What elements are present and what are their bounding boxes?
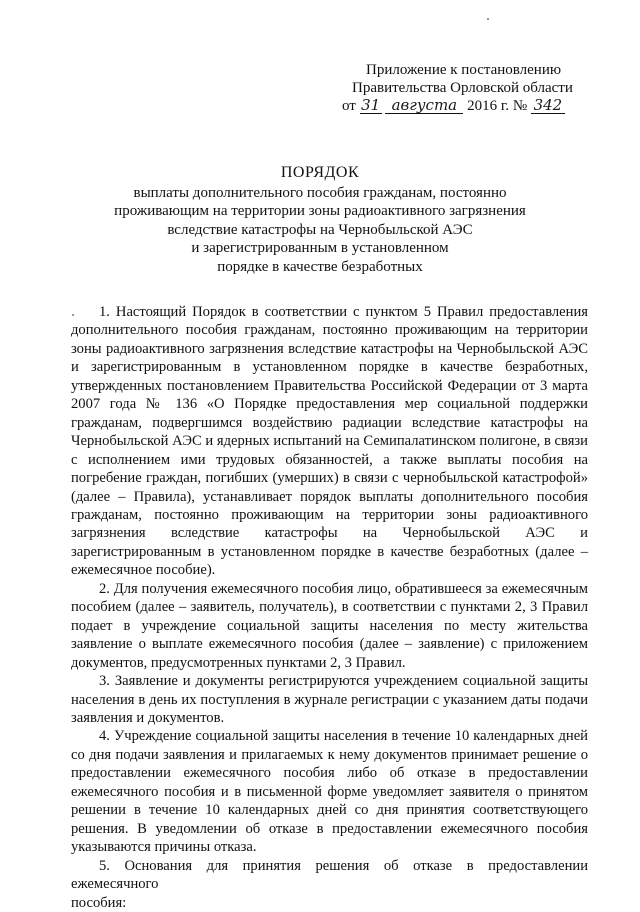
appendix-date-line bbox=[342, 97, 592, 115]
title-line: проживающим на территории зоны радиоактивного загрязнения bbox=[114, 203, 526, 219]
appendix-line-1: Приложение к постановлению bbox=[366, 62, 562, 78]
appendix-line-2: Правительства Орловской области bbox=[352, 80, 573, 96]
scan-speck bbox=[487, 18, 489, 20]
document-title bbox=[90, 164, 550, 276]
date-prefix: от bbox=[342, 98, 356, 114]
paragraph-5: 5. Основания для принятия решения об отказе в предоставлении ежемесячного bbox=[71, 857, 588, 893]
title-line: порядке в качестве безработных bbox=[217, 258, 423, 275]
title-line: и зарегистрированным в установленном bbox=[191, 240, 449, 256]
paragraph-4: 4. Учреждение социальной защиты населения в течение 10 календарных дней со дня подачи заявления и прилагаемых к нему документов принимает решение о предоставлении ежемесячного пособия либо об отказе в предоставлении ежемесячного пособия и в письменной форме уведомляет заявителя о принятом решении в течение 10 календарных дней со дня принятия соответствующего решения. В уведомлении об отказе в предоставлении ежемесячного пособия указываются причины отказа. bbox=[71, 728, 588, 856]
date-year-suffix: 2016 г. № bbox=[467, 98, 528, 114]
title-line: вследствие катастрофы на Чернобыльской АЭС bbox=[167, 221, 473, 238]
paragraph-1: 1. Настоящий Порядок в соответствии с пунктом 5 Правил предоставления дополнительного пособия гражданам, постоянно проживающим на территории зоны радиоактивного загрязнения вследствие катастрофы на Чернобыльской АЭС и зарегистрированным в установленном порядке в качестве безработных, утвержденных постановлением Правительства Российской Федерации от 3 марта 2007 года № 136 «О Порядке предоставления мер социальной поддержки гражданам, подвергшимся воздействию радиации вследствие катастрофы на Чернобыльской АЭС и ядерных испытаний на Семипалатинском полигоне, в связи с исполнением ими трудовых обязанностей, а также выплаты пособия на погребение граждан, погибших (умерших) в связи с чернобыльской катастрофой» (далее – Правила), устанавливает порядок выплаты дополнительного пособия гражданам, постоянно проживающим на территории зоны радиоактивного загрязнения вследствие катастрофы на Чернобыльской АЭС и зарегистрированным в установленном порядке в качестве безработных (далее – ежемесячное пособие). bbox=[71, 304, 588, 579]
appendix-header bbox=[342, 61, 592, 115]
handwritten-doc-number: 342 bbox=[531, 98, 565, 114]
paragraph-2: 2. Для получения ежемесячного пособия лицо, обратившееся за ежемесячным пособием (далее – заявитель, получатель), в соответствии с пунктами 2, 3 Правил подает в учреждение социальной защиты населения по месту жительства заявление о выплате ежемесячного пособия (далее – заявление) с приложением документов, предусмотренных пунктами 2, 3 Правил. bbox=[71, 580, 588, 671]
paragraph-3: 3. Заявление и документы регистрируются учреждением социальной защиты населения в день их поступления в журнале регистрации с указанием даты подачи заявления и документов. bbox=[71, 673, 588, 726]
title-line: выплаты дополнительного пособия гражданам, постоянно bbox=[133, 184, 507, 201]
title-main: ПОРЯДОК bbox=[280, 164, 360, 181]
handwritten-month: августа bbox=[385, 98, 463, 114]
handwritten-day: 31 bbox=[361, 96, 381, 114]
paragraph-5-continuation: пособия: bbox=[71, 894, 127, 911]
document-body bbox=[71, 303, 588, 912]
